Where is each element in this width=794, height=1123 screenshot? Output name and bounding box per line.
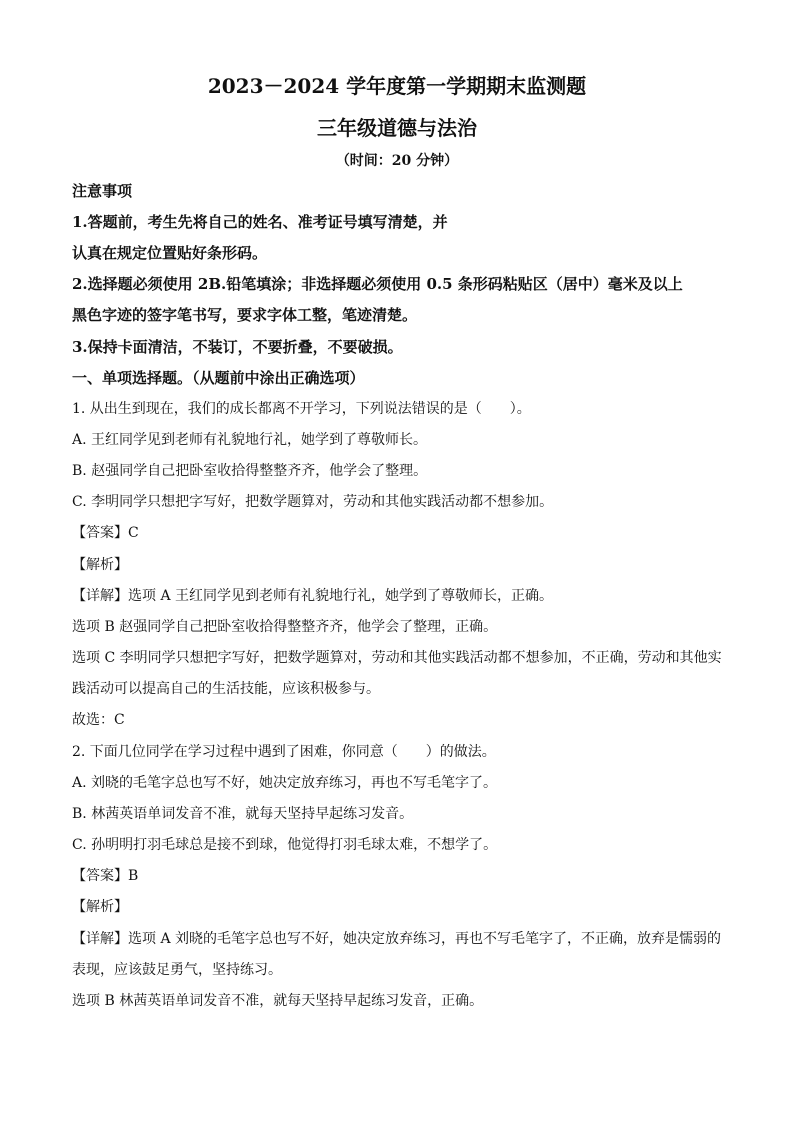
q2-option-b: B. 林茜英语单词发音不准，就每天坚持早起练习发音。 [72,806,414,822]
q2-detail-1: 【详解】选项 A 刘晓的毛笔字总也写不好，她决定放弃练习，再也不写毛笔字了，不正确，放弃是懦弱的 [72,931,722,947]
q2-stem: 2. 下面几位同学在学习过程中遇到了困难，你同意（ ）的做法。 [72,744,496,760]
note-3: 3.保持卡面清洁，不装订，不要折叠，不要破损。 [72,338,403,356]
q1-option-b: B. 赵强同学自己把卧室收拾得整整齐齐，他学会了整理。 [72,463,428,479]
q2-analysis: 【解析】 [72,899,128,915]
exam-subtitle: 三年级道德与法治 [317,116,477,140]
q1-option-c: C. 李明同学只想把字写好，把数学题算对，劳动和其他实践活动都不想参加。 [72,494,554,510]
q2-detail-2: 表现，应该鼓足勇气，坚持练习。 [72,962,282,978]
q1-detail-4: 践活动可以提高自己的生活技能，应该积极参与。 [72,681,380,697]
q1-option-a: A. 王红同学见到老师有礼貌地行礼，她学到了尊敬师长。 [72,432,428,448]
q2-option-c: C. 孙明明打羽毛球总是接不到球，他觉得打羽毛球太难，不想学了。 [72,837,498,853]
q1-detail-2: 选项 B 赵强同学自己把卧室收拾得整整齐齐，他学会了整理，正确。 [72,619,498,635]
q2-answer: 【答案】B [72,868,139,884]
q2-option-a: A. 刘晓的毛笔字总也写不好，她决定放弃练习，再也不写毛笔字了。 [72,775,498,791]
q1-stem: 1. 从出生到现在，我们的成长都离不开学习，下列说法错误的是（ ）。 [72,401,531,417]
q2-detail-3: 选项 B 林茜英语单词发音不准，就每天坚持早起练习发音，正确。 [72,993,484,1009]
q1-answer: 【答案】C [72,525,139,541]
section-heading: 一、单项选择题。（从题前中涂出正确选项） [72,369,365,387]
q1-final: 故选：C [72,712,125,728]
note-2b: 黑色字迹的签字笔书写，要求字体工整，笔迹清楚。 [72,306,418,324]
notes-heading: 注意事项 [72,182,133,200]
note-1b: 认真在规定位置贴好条形码。 [72,244,268,262]
exam-title: 2023－2024 学年度第一学期期末监测题 [207,74,587,98]
note-1a: 1.答题前，考生先将自己的姓名、准考证号填写清楚，并 [72,213,448,231]
q1-analysis: 【解析】 [72,557,128,573]
q1-detail-1: 【详解】选项 A 王红同学见到老师有礼貌地行礼，她学到了尊敬师长，正确。 [72,588,554,604]
note-2a: 2.选择题必须使用 2B.铅笔填涂；非选择题必须使用 0.5 条形码粘贴区（居中）毫米及以上 [72,275,683,293]
q1-detail-3: 选项 C 李明同学只想把字写好，把数学题算对，劳动和其他实践活动都不想参加，不正确，劳动和其他实 [72,650,722,666]
exam-time: （时间：20 分钟） [335,153,459,169]
